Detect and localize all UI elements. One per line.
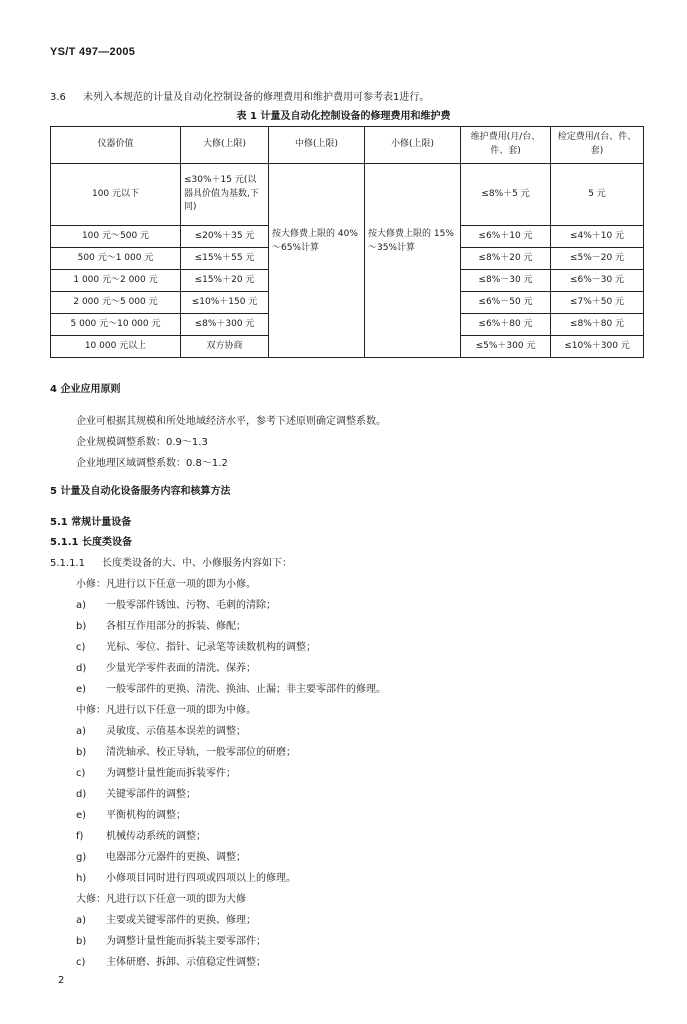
- col-header-calibration: 检定费用/(台、件、套): [551, 127, 644, 164]
- cell-calibration: ≤8%＋80 元: [551, 314, 644, 336]
- table-header-row: [51, 127, 644, 164]
- cell-major: ≤30%＋15 元(以器具价值为基数,下同): [181, 164, 269, 226]
- col-header-medium: 中修(上限): [269, 127, 365, 164]
- list-item: c) 主体研磨、拆卸、示值稳定性调整；: [76, 957, 266, 968]
- cell-value: 100 元以下: [51, 164, 181, 226]
- col-header-minor: 小修(上限): [365, 127, 461, 164]
- list-item: d) 少量光学零件表面的清洗、保养；: [76, 663, 256, 674]
- scale-coefficient: 企业规模调整系数：0.9～1.3: [76, 437, 208, 448]
- cell-major: ≤10%＋150 元: [181, 292, 269, 314]
- cell-major: ≤8%＋300 元: [181, 314, 269, 336]
- section-number: 3.6: [50, 92, 66, 103]
- col-header-value: 仪器价值: [51, 127, 181, 164]
- cell-value: 2 000 元～5 000 元: [51, 292, 181, 314]
- cell-minor-merged: [365, 164, 461, 358]
- medium-rule: 按大修费上限的 40%～65%计算: [272, 228, 358, 253]
- cell-value: 100 元～500 元: [51, 226, 181, 248]
- section-5-heading: 5 计量及自动化设备服务内容和核算方法: [50, 486, 231, 497]
- list-item: g) 电器部分元器件的更换、调整；: [76, 852, 246, 863]
- cell-maintenance: ≤8%－30 元: [461, 270, 551, 292]
- cell-calibration: ≤10%＋300 元: [551, 336, 644, 358]
- list-item: e) 平衡机构的调整；: [76, 810, 186, 821]
- list-item: b) 各相互作用部分的拆装、修配；: [76, 621, 246, 632]
- page-number: 2: [58, 975, 65, 986]
- cell-major: ≤20%＋35 元: [181, 226, 269, 248]
- cell-value: 5 000 元～10 000 元: [51, 314, 181, 336]
- cell-value: 10 000 元以上: [51, 336, 181, 358]
- list-item: a) 主要或关键零部件的更换、修理；: [76, 915, 256, 926]
- fee-table: [50, 126, 644, 358]
- cell-major: 双方协商: [181, 336, 269, 358]
- major-repair-intro: 大修：凡进行以下任意一项的即为大修: [76, 894, 246, 905]
- col-header-major: 大修(上限): [181, 127, 269, 164]
- cell-major: ≤15%＋55 元: [181, 248, 269, 270]
- cell-value: 1 000 元～2 000 元: [51, 270, 181, 292]
- section-3-6: [50, 88, 429, 103]
- list-item: c) 为调整计量性能而拆装零件；: [76, 768, 236, 779]
- cell-maintenance: ≤5%＋300 元: [461, 336, 551, 358]
- cell-value: 500 元～1 000 元: [51, 248, 181, 270]
- cell-calibration: ≤5%－20 元: [551, 248, 644, 270]
- section-4-paragraph: 企业可根据其规模和所处地域经济水平，参考下述原则确定调整系数。: [76, 416, 386, 427]
- standard-code: YS/T 497—2005: [50, 46, 136, 58]
- cell-calibration: 5 元: [551, 164, 644, 226]
- table-row: [51, 164, 644, 226]
- clause-number: 5.1.1.1: [50, 558, 85, 569]
- region-coefficient: 企业地理区域调整系数：0.8～1.2: [76, 458, 228, 469]
- cell-maintenance: ≤6%－50 元: [461, 292, 551, 314]
- cell-medium-merged: [269, 164, 365, 358]
- cell-calibration: ≤6%－30 元: [551, 270, 644, 292]
- cell-major: ≤15%＋20 元: [181, 270, 269, 292]
- clause-text: 长度类设备的大、中、小修服务内容如下：: [102, 558, 292, 569]
- section-5-1-1-1: [50, 554, 292, 569]
- col-header-maintenance: 维护费用(月/台、件、套): [461, 127, 551, 164]
- list-item: e) 一般零部件的更换、清洗、换油、止漏；非主要零部件的修理。: [76, 684, 386, 695]
- section-text: 未列入本规范的计量及自动化控制设备的修理费用和维护费用可参考表1进行。: [83, 92, 430, 103]
- list-item: f) 机械传动系统的调整；: [76, 831, 206, 842]
- cell-maintenance: ≤6%＋10 元: [461, 226, 551, 248]
- minor-repair-intro: 小修：凡进行以下任意一项的即为小修。: [76, 579, 256, 590]
- cell-maintenance: ≤8%＋5 元: [461, 164, 551, 226]
- cell-maintenance: ≤6%＋80 元: [461, 314, 551, 336]
- list-item: c) 光标、零位、指针、记录笔等读数机构的调整；: [76, 642, 316, 653]
- list-item: a) 一般零部件锈蚀、污物、毛刺的清除；: [76, 600, 276, 611]
- cell-calibration: ≤4%＋10 元: [551, 226, 644, 248]
- section-5-1-1-heading: 5.1.1 长度类设备: [50, 537, 132, 548]
- list-item: h) 小修项目同时进行四项或四项以上的修理。: [76, 873, 296, 884]
- list-item: b) 为调整计量性能而拆装主要零部件；: [76, 936, 266, 947]
- list-item: a) 灵敏度、示值基本误差的调整；: [76, 726, 246, 737]
- list-item: b) 清洗轴承、校正导轨，一般零部位的研磨；: [76, 747, 296, 758]
- section-4-heading: 4 企业应用原则: [50, 384, 121, 395]
- list-item: d) 关键零部件的调整；: [76, 789, 196, 800]
- cell-calibration: ≤7%＋50 元: [551, 292, 644, 314]
- medium-repair-intro: 中修：凡进行以下任意一项的即为中修。: [76, 705, 256, 716]
- cell-maintenance: ≤8%＋20 元: [461, 248, 551, 270]
- table-title: 表 1 计量及自动化控制设备的修理费用和维护费: [236, 111, 451, 122]
- section-5-1-heading: 5.1 常规计量设备: [50, 517, 132, 528]
- minor-rule: 按大修费上限的 15%～35%计算: [368, 228, 454, 253]
